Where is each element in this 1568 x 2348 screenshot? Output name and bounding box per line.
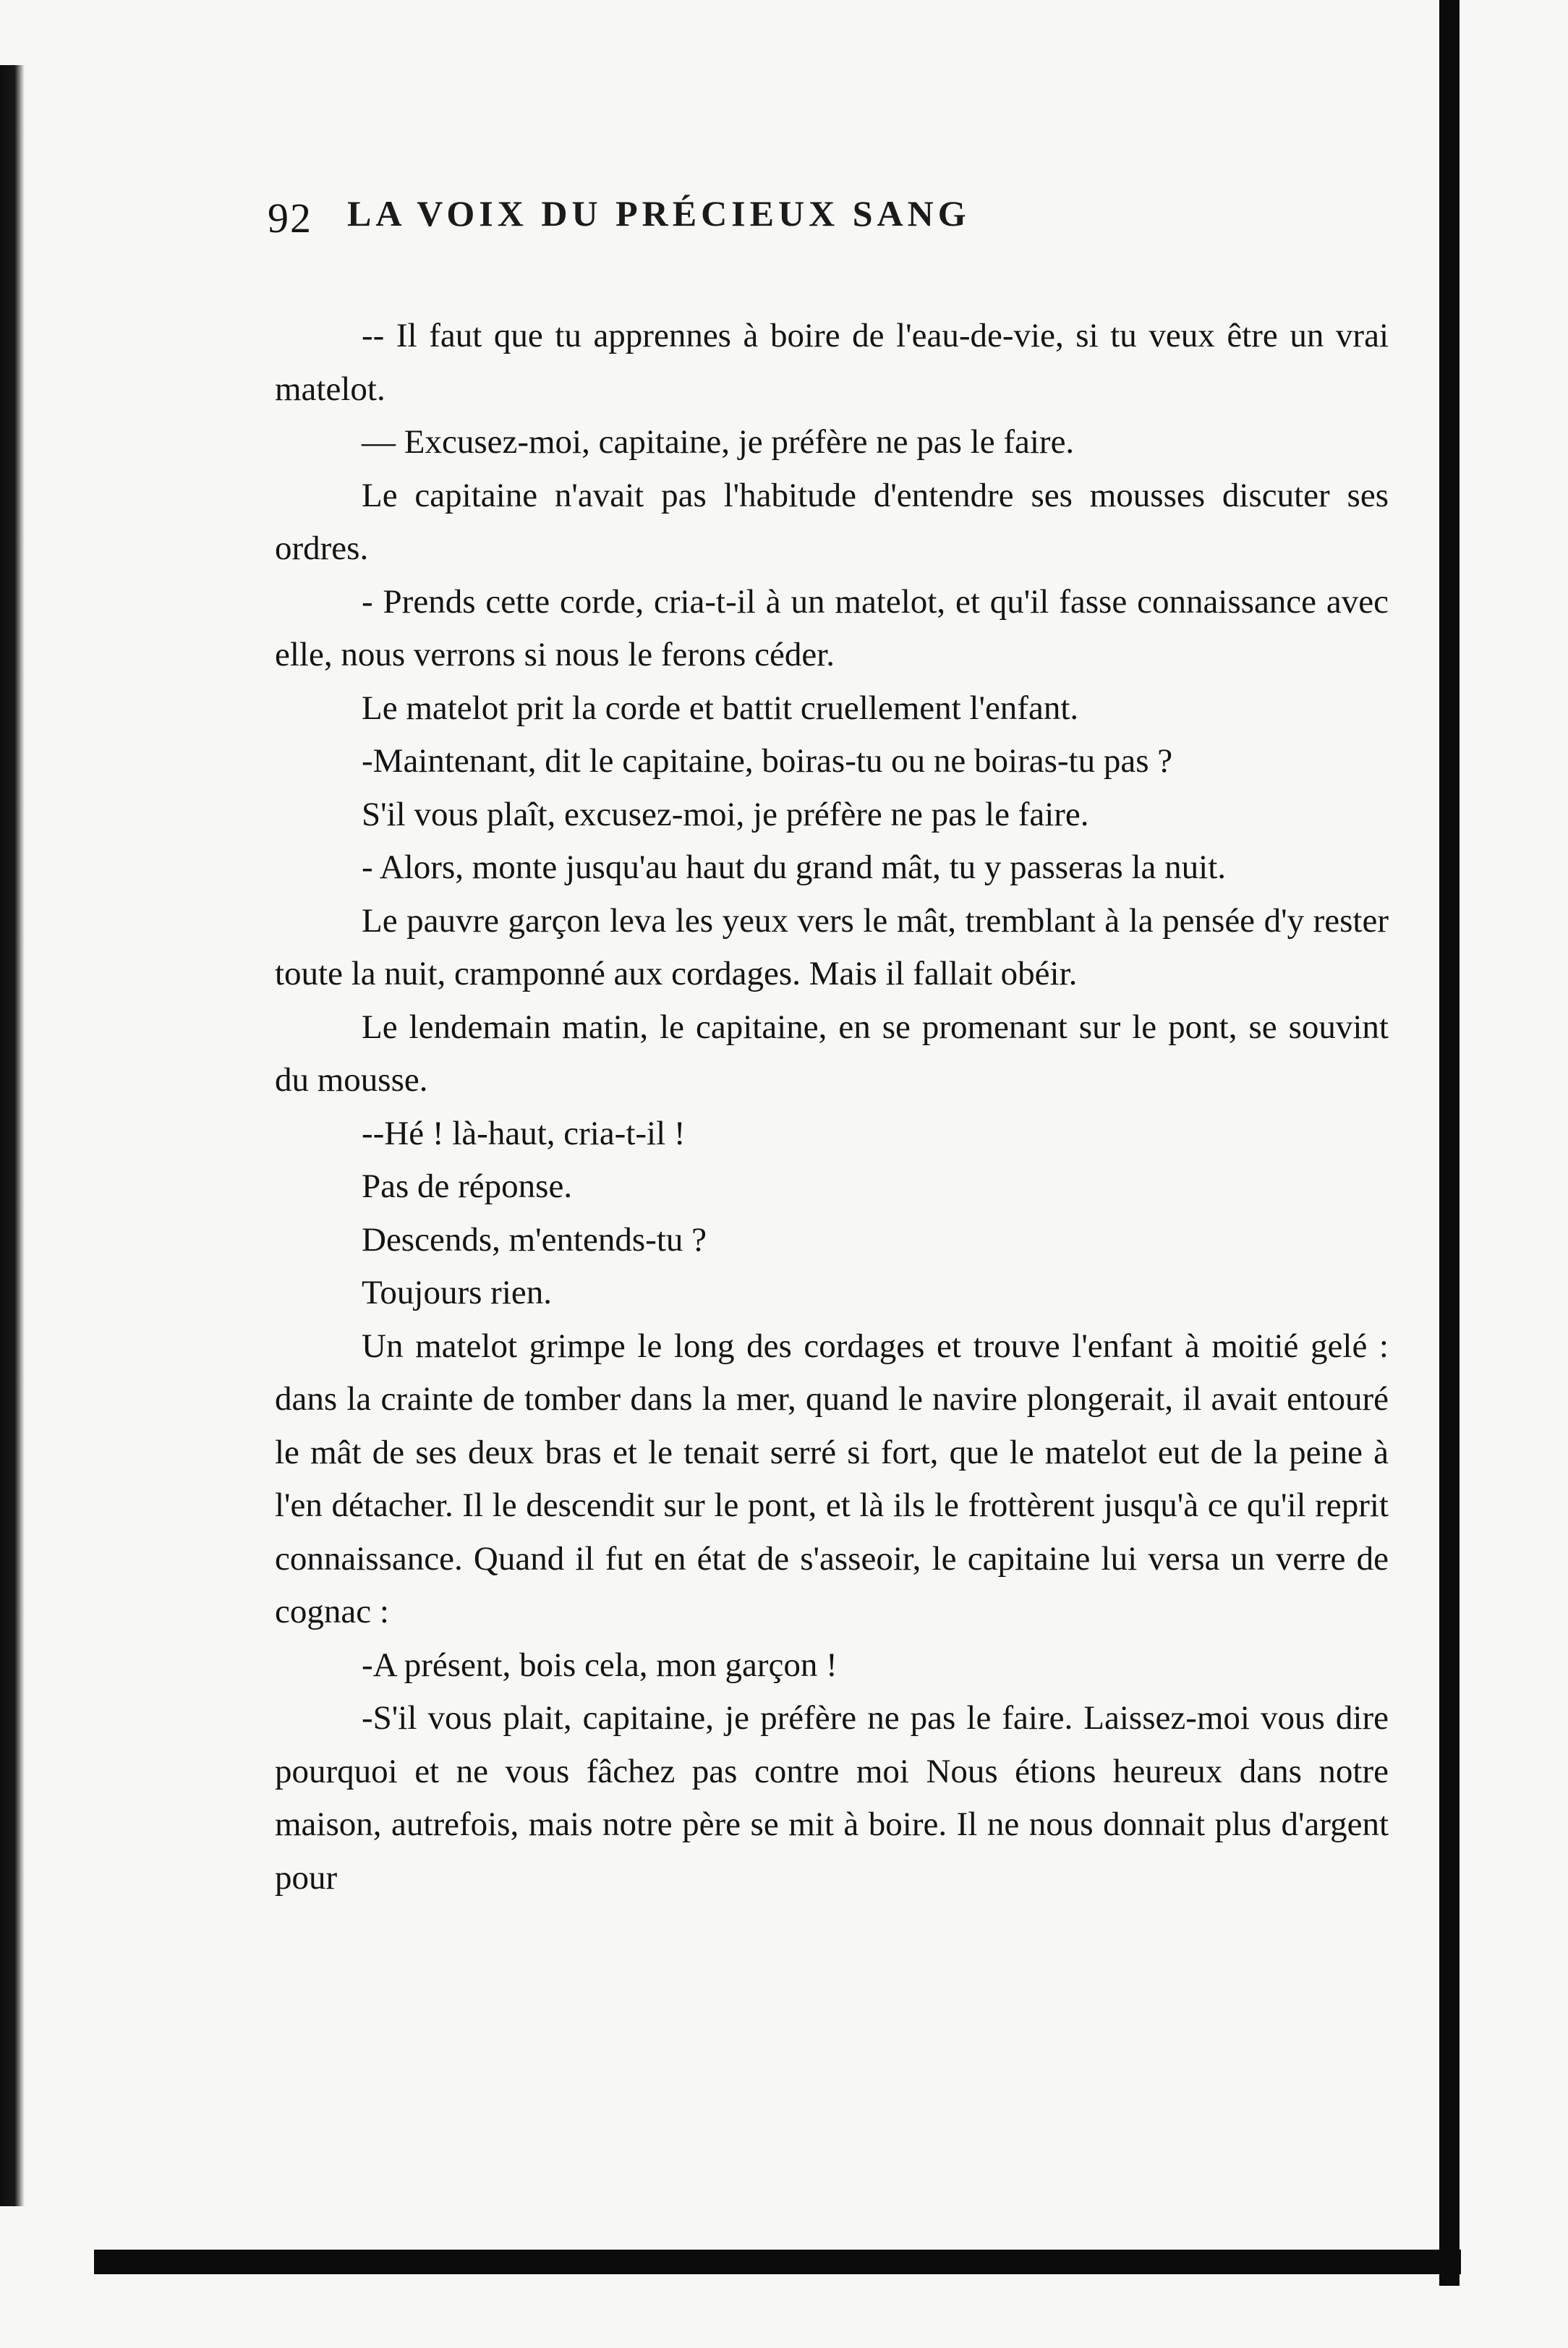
paragraph: -S'il vous plait, capitaine, je préfère ne pas le faire. Laissez-moi vous dire pourquoi et ne vous fâchez pas contre moi Nous étions heureux dans notre maison, autrefois, mais notre père se mit à boire. Il ne nous donnait plus d'argent pour — [275, 1699, 1389, 1897]
paragraph: Le lendemain matin, le capitaine, en se promenant sur le pont, se souvint du mousse. — [275, 1008, 1389, 1099]
paragraph: Le capitaine n'avait pas l'habitude d'entendre ses mousses discuter ses ordres. — [275, 476, 1389, 567]
paragraph: Un matelot grimpe le long des cordages et trouve l'enfant à moitié gelé : dans la crainte de tomber dans la mer, quand le navire plongerait, il avait entouré le mât de ses deux bras et le tenait serré si fort, que le matelot eut de la peine à l'en détacher. Il le descendit sur le pont, et là ils le frottèrent jusqu'à ce qu'il reprit connaissance. Quand il fut en état de s'asseoir, le capitaine lui versa un verre de cognac : — [275, 1327, 1389, 1630]
paragraph: -Maintenant, dit le capitaine, boiras-tu ou ne boiras-tu pas ? — [362, 742, 1173, 780]
scan-edge-right — [1439, 0, 1460, 2286]
scan-edge-bottom — [94, 2250, 1461, 2274]
paragraph: Descends, m'entends-tu ? — [362, 1220, 707, 1259]
running-head: LA VOIX DU PRÉCIEUX SANG — [347, 193, 971, 234]
body-text — [275, 310, 1389, 1905]
paragraph: Le pauvre garçon leva les yeux vers le mât, tremblant à la pensée d'y rester toute la nuit, cramponné aux cordages. Mais il fallait obéir. — [275, 901, 1389, 992]
scan-edge-left — [0, 65, 25, 2206]
paragraph: S'il vous plaît, excusez-moi, je préfère ne pas le faire. — [362, 795, 1089, 833]
paragraph: - Prends cette corde, cria-t-il à un matelot, et qu'il fasse connaissance avec elle, nous verrons si nous le ferons céder. — [275, 582, 1389, 673]
paragraph: --Hé ! là-haut, cria-t-il ! — [362, 1114, 686, 1152]
paragraph: -- Il faut que tu apprennes à boire de l'eau-de-vie, si tu veux être un vrai matelot. — [275, 317, 1389, 408]
paragraph: Pas de réponse. — [362, 1167, 573, 1205]
paragraph: Le matelot prit la corde et battit cruellement l'enfant. — [362, 689, 1079, 727]
paragraph: Toujours rien. — [362, 1274, 552, 1311]
paragraph: -A présent, bois cela, mon garçon ! — [362, 1646, 838, 1684]
paragraph: - Alors, monte jusqu'au haut du grand mât, tu y passeras la nuit. — [362, 848, 1227, 886]
page-number: 92 — [268, 195, 312, 242]
paragraph: — Excusez-moi, capitaine, je préfère ne pas le faire. — [362, 423, 1075, 461]
